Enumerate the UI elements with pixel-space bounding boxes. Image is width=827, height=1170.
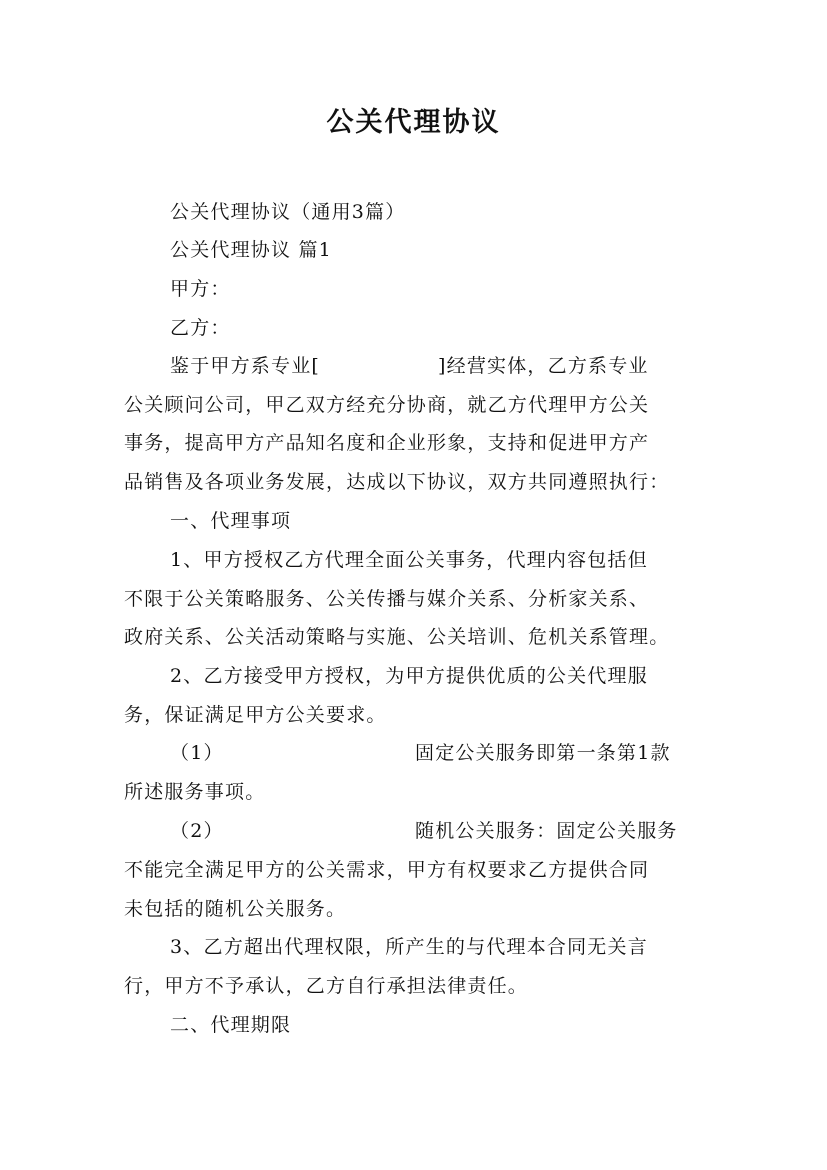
section-heading: 公关代理协议 篇1 — [170, 239, 332, 261]
document-title: 公关代理协议 — [326, 107, 501, 138]
sub-item-2-line-2: 不能完全满足甲方的公关需求，甲方有权要求乙方提供合同 — [124, 859, 650, 881]
preamble-line-2: 公关顾问公司，甲乙双方经充分协商，就乙方代理甲方公关 — [124, 394, 650, 416]
preamble-line-3: 事务，提高甲方产品知名度和企业形象，支持和促进甲方产 — [124, 432, 650, 454]
preamble-line-4: 品销售及各项业务发展，达成以下协议，双方共同遵照执行： — [124, 471, 670, 493]
section-1-heading: 一、代理事项 — [170, 510, 292, 532]
sub-item-2-text: 随机公关服务：固定公关服务 — [415, 820, 678, 842]
item-1-line-3: 政府关系、公关活动策略与实施、公关培训、危机关系管理。 — [124, 626, 670, 648]
item-1-line-2: 不限于公关策略服务、公关传播与媒介关系、分析家关系、 — [124, 588, 650, 610]
sub-item-1-text: 固定公关服务即第一条第1款 — [415, 742, 671, 764]
party-a-label: 甲方： — [170, 278, 231, 300]
preamble-line-1 — [170, 354, 754, 378]
item-3-line-2: 行，甲方不予承认，乙方自行承担法律责任。 — [124, 975, 529, 997]
item-1-line-1: 1、甲方授权乙方代理全面公关事务，代理内容包括但 — [170, 549, 648, 571]
section-2-heading: 二、代理期限 — [170, 1014, 292, 1036]
preamble-line-1-after: ]经营实体，乙方系专业 — [438, 355, 649, 377]
item-3-line-1: 3、乙方超出代理权限，所产生的与代理本合同无关言 — [170, 936, 648, 958]
item-2-line-2: 务，保证满足甲方公关要求。 — [124, 704, 387, 726]
sub-item-1-line-2: 所述服务事项。 — [124, 781, 266, 803]
preamble-line-1-before: 鉴于甲方系专业[ — [170, 355, 321, 377]
item-2-line-1: 2、乙方接受甲方授权，为甲方提供优质的公关代理服 — [170, 665, 648, 687]
party-b-label: 乙方： — [170, 317, 231, 339]
sub-item-2-label: （2） — [170, 820, 224, 842]
sub-item-2-line-3: 未包括的随机公关服务。 — [124, 898, 347, 920]
sub-item-1-label: （1） — [170, 742, 224, 764]
document-subtitle: 公关代理协议（通用3篇） — [170, 201, 406, 223]
